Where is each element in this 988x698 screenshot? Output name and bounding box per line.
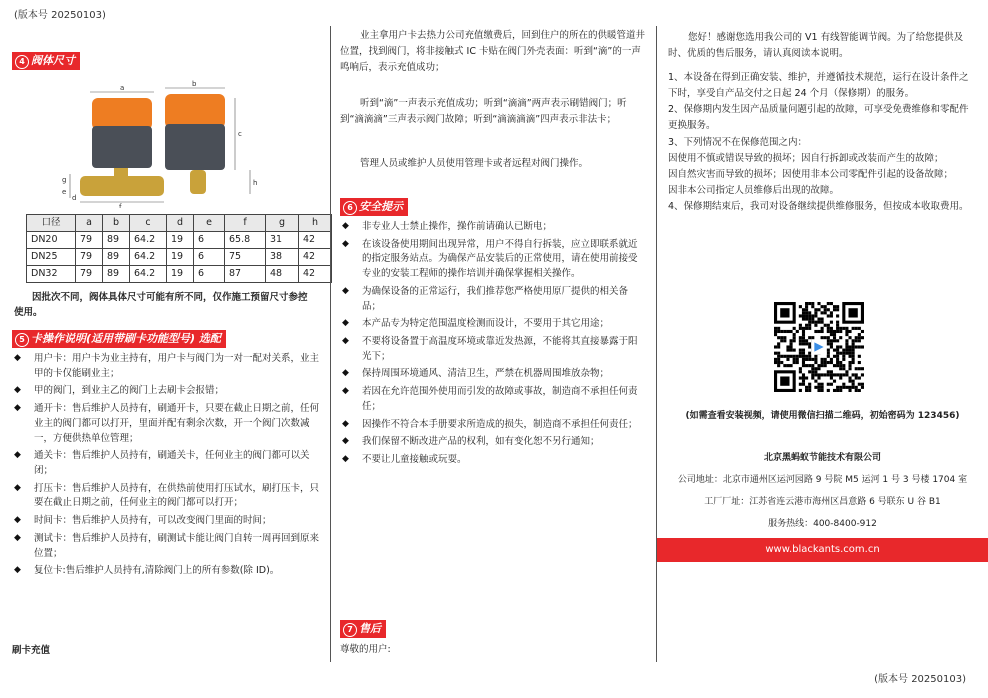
table-row [27, 232, 332, 249]
section-number: 4 [15, 55, 29, 69]
warranty-point: 因自然灾害而导致的损坏；因使用非本公司零配件引起的设备故障； [668, 168, 954, 180]
list-item: ◆ 不要将设备置于高温度环境或靠近发热源，不能将其直接暴露于阳光下； [340, 335, 646, 364]
table-row [27, 266, 332, 283]
section-number: 6 [343, 201, 357, 215]
dimensions-note: 因批次不同，阀体具体尺寸可能有所不同，仅作施工预留尺寸参控使用。 [14, 292, 308, 319]
table-cell: 89 [103, 232, 130, 249]
table-cell: DN25 [27, 249, 76, 266]
list-item: ◆ 我们保留不断改进产品的权利，如有变化恕不另行通知； [340, 435, 646, 450]
valve-dimension-figure [40, 78, 280, 208]
warranty-intro: 您好！感谢您选用我公司的 V1 有线智能调节阀。为了给您提供及时、优质的售后服务，请认真阅读本说明。 [668, 32, 964, 60]
section-number: 7 [343, 623, 357, 637]
list-item: ◆ 若因在允许范围外使用而引发的故障或事故，制造商不承担任何责任； [340, 385, 646, 414]
dim-label-c: c [238, 130, 242, 138]
section-title-aftersale [340, 620, 386, 638]
list-item: ◆ 在该设备使用期间出现异常，用户不得自行拆装，应立即联系就近的指定服务站点。为确保产品安装后的正常使用，请在使用前接受专业的安装工程师的操作培训并确保掌握相关操作。 [340, 238, 646, 282]
dim-label-h: h [253, 179, 258, 187]
dim-label-e: e [62, 188, 67, 196]
dim-label-f: f [119, 203, 122, 208]
table-header: f [225, 215, 266, 232]
column-divider [330, 26, 331, 662]
table-header: a [76, 215, 103, 232]
list-item: ◆ 时间卡：售后维护人员持有，可以改变阀门里面的时间； [12, 514, 320, 529]
table-cell: 64.2 [130, 266, 167, 283]
website-banner [657, 538, 988, 562]
table-cell: 6 [194, 266, 225, 283]
table-row [27, 249, 332, 266]
table-header: g [266, 215, 299, 232]
list-item: ◆ 通开卡：售后维护人员持有，刷通开卡，只要在截止日期之前，任何业主的阀门都可以打开，里面并配有剩余次数，开一个阀门次数减一，方便供热单位管理； [12, 402, 320, 446]
table-cell: 19 [167, 232, 194, 249]
table-cell: 42 [299, 232, 332, 249]
brass-body-left [80, 176, 164, 196]
section-title-text: 售后 [359, 622, 381, 635]
wechat-qr-code[interactable] [774, 302, 864, 392]
warranty-point: 4、保修期结束后，我司对设备继续提供维修服务，但按成本收取费用。 [668, 201, 969, 213]
safety-list [340, 220, 646, 471]
recharge-paragraph: 管理人员或维护人员使用管理卡或者远程对阀门操作。 [360, 158, 589, 169]
list-item: ◆ 复位卡:售后维护人员持有,清除阀门上的所有参数(除 ID)。 [12, 564, 320, 579]
table-cell: 79 [76, 266, 103, 283]
list-item: ◆ 通关卡：售后维护人员持有，刷通关卡，任何业主的阀门都可以关闭； [12, 449, 320, 478]
company-name: 北京黑蚂蚁节能技术有限公司 [763, 453, 881, 463]
recharge-paragraph: 业主拿用户卡去热力公司充值缴费后，回到住户的所在的供暖管道井位置，找到阀门，将非接触式 IC 卡贴在阀门外壳表面：听到“滴”的一声鸣响后，表示充值成功； [340, 30, 646, 74]
table-header: d [167, 215, 194, 232]
table-cell: 64.2 [130, 232, 167, 249]
list-item: ◆ 用户卡：用户卡为业主持有，用户卡与阀门为一对一配对关系，业主甲的卡仅能刷业主； [12, 352, 320, 381]
warranty-point: 因非本公司指定人员维修后出现的故障。 [668, 184, 840, 196]
dim-label-g: g [62, 176, 67, 184]
list-item: ◆ 打压卡：售后维护人员持有，在供热前使用打压试水，刷打压卡，只要在截止日期之前，任何业主的阀门都可以打开； [12, 482, 320, 511]
list-item: ◆ 因操作不符合本手册要求所造成的损失，制造商不承担任何责任； [340, 418, 646, 433]
table-cell: 6 [194, 249, 225, 266]
list-item: ◆ 不要让儿童接触或玩耍。 [340, 453, 646, 468]
section-number: 5 [15, 333, 29, 347]
table-header: c [130, 215, 167, 232]
dimensions-table [26, 214, 332, 283]
table-cell: 6 [194, 232, 225, 249]
table-cell: 79 [76, 232, 103, 249]
section-title-text: 阀体尺寸 [31, 54, 75, 67]
table-cell: 64.2 [130, 249, 167, 266]
list-item: ◆ 本产品专为特定范围温度检测而设计，不要用于其它用途； [340, 317, 646, 332]
table-header: b [103, 215, 130, 232]
recharge-title: 刷卡充值 [12, 645, 51, 656]
list-item: ◆ 非专业人士禁止操作，操作前请确认已断电； [340, 220, 646, 235]
brass-body-right [190, 170, 206, 194]
service-hotline: 服务热线：400-8400-912 [768, 519, 877, 529]
list-item: ◆ 为确保设备的正常运行，我们推荐您严格使用原厂提供的相关备品； [340, 285, 646, 314]
dim-label-d: d [72, 194, 77, 202]
table-cell: 75 [225, 249, 266, 266]
table-cell: 65.8 [225, 232, 266, 249]
card-list [12, 352, 320, 582]
table-cell: 79 [76, 249, 103, 266]
aftersale-greeting: 尊敬的用户: [340, 644, 391, 655]
column-divider [656, 26, 657, 662]
table-header: e [194, 215, 225, 232]
section-title-safety [340, 198, 408, 216]
dim-label-b: b [192, 80, 197, 88]
table-cell: DN32 [27, 266, 76, 283]
qr-caption: (如需查看安装视频，请使用微信扫描二维码，初始密码为 123456) [685, 411, 960, 421]
warranty-points [668, 70, 976, 215]
table-cell: 48 [266, 266, 299, 283]
company-address: 公司地址：北京市通州区运河园路 9 号院 M5 运河 1 号 3 号楼 1704 室 [677, 475, 968, 485]
recharge-paragraph: 听到“滴”一声表示充值成功；听到“滴滴”两声表示刷错阀门；听到“滴滴滴”三声表示阀门故障；听到“滴滴滴滴”四声表示非法卡； [340, 98, 627, 126]
section-title-card-ops [12, 330, 226, 348]
table-cell: 31 [266, 232, 299, 249]
dim-label-a: a [120, 84, 125, 92]
table-cell: DN20 [27, 232, 76, 249]
list-item: ◆ 保持周围环境通风、清洁卫生，严禁在机器周围堆放杂物； [340, 367, 646, 382]
table-header-row [27, 215, 332, 232]
warranty-point: 1、本设备在得到正确安装、维护，并遵循技术规范，运行在设计条件之下时，享受自产品交付之日起 24 个月（保修期）的服务。 [668, 72, 969, 100]
list-item: ◆ 甲的阀门，到业主乙的阀门上去刷卡会报错； [12, 384, 320, 399]
section-title-dimensions [12, 52, 80, 70]
table-cell: 42 [299, 266, 332, 283]
table-cell: 42 [299, 249, 332, 266]
table-cell: 38 [266, 249, 299, 266]
actuator-body-right [165, 124, 225, 170]
table-header: 口径 [27, 215, 76, 232]
actuator-top-left [92, 98, 152, 130]
table-cell: 19 [167, 249, 194, 266]
factory-address: 工厂厂址：江苏省连云港市海州区昌意路 6 号联东 U 谷 B1 [704, 497, 941, 507]
section-title-text: 卡操作说明(适用带刷卡功能型号) 选配 [31, 332, 221, 345]
actuator-body-left [92, 126, 152, 168]
table-cell: 89 [103, 266, 130, 283]
version-number-bottom: (版本号 20250103) [874, 674, 966, 685]
table-header: h [299, 215, 332, 232]
table-cell: 19 [167, 266, 194, 283]
warranty-point: 3、下列情况不在保修范围之内： [668, 136, 808, 148]
actuator-top-right [165, 94, 225, 128]
list-item: ◆ 测试卡：售后维护人员持有，刷测试卡能让阀门自转一周再回到原来位置； [12, 532, 320, 561]
website-link[interactable]: www.blackants.com.cn [765, 544, 880, 555]
table-cell: 87 [225, 266, 266, 283]
section-title-text: 安全提示 [359, 200, 403, 213]
version-number-top: (版本号 20250103) [14, 10, 106, 21]
table-cell: 89 [103, 249, 130, 266]
warranty-point: 2、保修期内发生因产品质量问题引起的故障，可享受免费维修和零配件更换服务。 [668, 104, 969, 132]
warranty-point: 因使用不慎或错误导致的损坏；因自行拆卸或改装而产生的故障； [668, 152, 944, 164]
